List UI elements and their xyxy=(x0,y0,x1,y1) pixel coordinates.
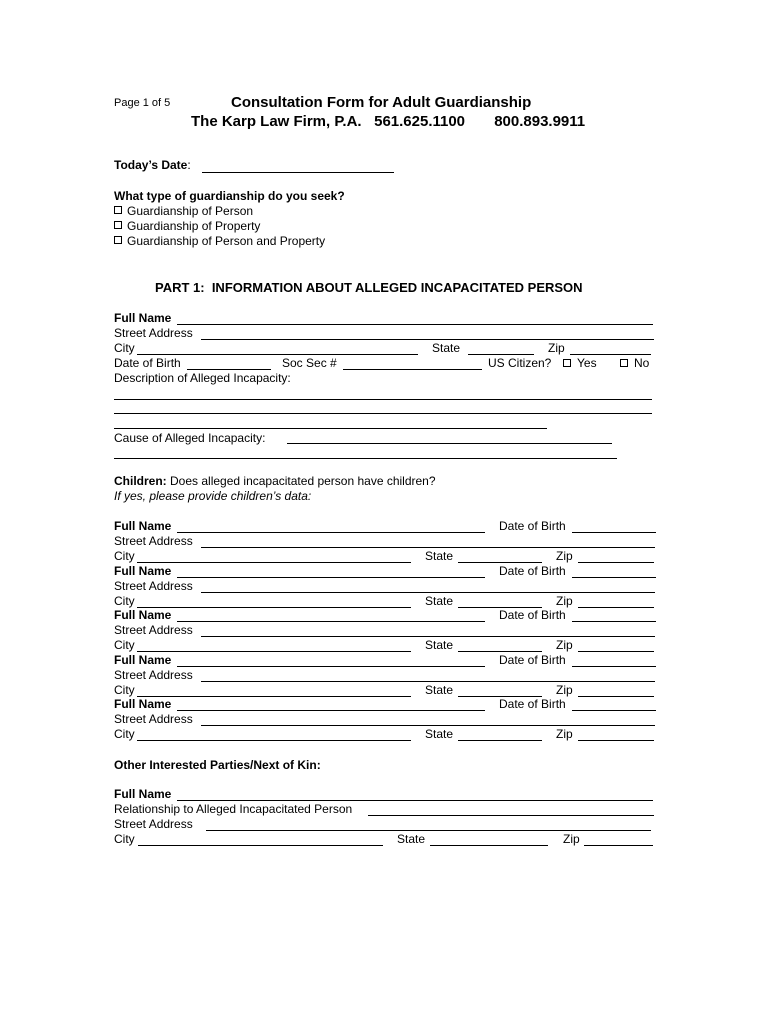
p1-no-label: No xyxy=(634,356,650,370)
child-2-dob-label: Date of Birth xyxy=(499,564,566,578)
child-4-dob-field[interactable] xyxy=(572,666,656,667)
page-indicator: Page 1 of 5 xyxy=(114,97,171,109)
child-2-state-label: State xyxy=(425,594,454,608)
part1-heading: PART 1: INFORMATION ABOUT ALLEGED INCAPACITATED PERSON xyxy=(155,280,583,295)
firm-line: The Karp Law Firm, P.A. 561.625.1100 800.893.9911 xyxy=(191,113,586,130)
child-1-zip-field[interactable] xyxy=(578,562,654,563)
others-state-label: State xyxy=(397,832,426,846)
p1-description-line-3[interactable] xyxy=(114,428,547,429)
others-state-field[interactable] xyxy=(430,845,548,846)
children-instruction: If yes, please provide children’s data: xyxy=(114,489,312,503)
checkbox-icon[interactable] xyxy=(114,221,122,229)
p1-cause-line-2[interactable] xyxy=(114,458,617,459)
others-heading: Other Interested Parties/Next of Kin: xyxy=(114,758,321,772)
p1-city-label: City xyxy=(114,341,135,355)
child-4-city-field[interactable] xyxy=(137,696,411,697)
p1-state-field[interactable] xyxy=(468,354,534,355)
p1-citizen-label: US Citizen? xyxy=(488,356,552,370)
children-question: Children: Does alleged incapacitated person have children? xyxy=(114,474,436,488)
p1-description-line-1[interactable] xyxy=(114,399,652,400)
p1-full-name-field[interactable] xyxy=(177,324,653,325)
child-2-full-name-field[interactable] xyxy=(177,577,485,578)
child-1-state-label: State xyxy=(425,549,454,563)
child-3-full-name-field[interactable] xyxy=(177,621,485,622)
others-zip-label: Zip xyxy=(563,832,580,846)
child-2-full-name-label: Full Name xyxy=(114,564,172,578)
child-4-street-label: Street Address xyxy=(114,668,193,682)
others-city-label: City xyxy=(114,832,135,846)
child-5-dob-field[interactable] xyxy=(572,710,656,711)
others-city-field[interactable] xyxy=(138,845,383,846)
child-2-city-field[interactable] xyxy=(137,607,411,608)
child-1-state-field[interactable] xyxy=(458,562,542,563)
child-3-street-label: Street Address xyxy=(114,623,193,637)
p1-zip-label: Zip xyxy=(548,341,565,355)
child-5-dob-label: Date of Birth xyxy=(499,697,566,711)
p1-cause-label: Cause of Alleged Incapacity: xyxy=(114,431,266,445)
child-5-street-field[interactable] xyxy=(201,725,655,726)
p1-state-label: State xyxy=(432,341,461,355)
p1-street-field[interactable] xyxy=(201,339,654,340)
p1-street-label: Street Address xyxy=(114,326,193,340)
child-1-city-field[interactable] xyxy=(137,562,411,563)
child-3-dob-field[interactable] xyxy=(572,621,656,622)
p1-description-label: Description of Alleged Incapacity: xyxy=(114,371,291,385)
child-3-city-field[interactable] xyxy=(137,651,411,652)
option-person-and-property[interactable]: Guardianship of Person and Property xyxy=(114,234,325,248)
todays-date-label: Today’s Date: xyxy=(114,158,191,172)
checkbox-icon[interactable] xyxy=(114,206,122,214)
p1-zip-field[interactable] xyxy=(570,354,651,355)
option-person[interactable]: Guardianship of Person xyxy=(114,204,253,218)
child-5-state-label: State xyxy=(425,727,454,741)
option-property[interactable]: Guardianship of Property xyxy=(114,219,260,233)
child-3-city-label: City xyxy=(114,638,135,652)
child-5-full-name-label: Full Name xyxy=(114,697,172,711)
citizen-yes-checkbox-icon[interactable] xyxy=(563,359,571,367)
child-5-zip-field[interactable] xyxy=(578,740,654,741)
child-2-zip-field[interactable] xyxy=(578,607,654,608)
child-3-zip-field[interactable] xyxy=(578,651,654,652)
child-4-full-name-field[interactable] xyxy=(177,666,485,667)
child-2-street-field[interactable] xyxy=(201,592,655,593)
p1-ssn-label: Soc Sec # xyxy=(282,356,337,370)
others-relationship-field[interactable] xyxy=(368,815,654,816)
child-1-zip-label: Zip xyxy=(556,549,573,563)
child-1-street-field[interactable] xyxy=(201,547,655,548)
child-2-street-label: Street Address xyxy=(114,579,193,593)
child-1-dob-label: Date of Birth xyxy=(499,519,566,533)
child-4-dob-label: Date of Birth xyxy=(499,653,566,667)
child-5-street-label: Street Address xyxy=(114,712,193,726)
p1-description-line-2[interactable] xyxy=(114,413,652,414)
others-street-label: Street Address xyxy=(114,817,193,831)
child-2-city-label: City xyxy=(114,594,135,608)
child-1-city-label: City xyxy=(114,549,135,563)
child-4-zip-label: Zip xyxy=(556,683,573,697)
p1-dob-field[interactable] xyxy=(187,369,271,370)
others-full-name-label: Full Name xyxy=(114,787,172,801)
child-5-city-field[interactable] xyxy=(137,740,411,741)
checkbox-icon[interactable] xyxy=(114,236,122,244)
child-4-zip-field[interactable] xyxy=(578,696,654,697)
p1-city-field[interactable] xyxy=(137,354,418,355)
child-4-street-field[interactable] xyxy=(201,681,655,682)
citizen-no-checkbox-icon[interactable] xyxy=(620,359,628,367)
child-2-dob-field[interactable] xyxy=(572,577,656,578)
child-1-full-name-field[interactable] xyxy=(177,532,485,533)
child-5-full-name-field[interactable] xyxy=(177,710,485,711)
child-2-zip-label: Zip xyxy=(556,594,573,608)
others-relationship-label: Relationship to Alleged Incapacitated Person xyxy=(114,802,353,816)
child-3-state-field[interactable] xyxy=(458,651,542,652)
p1-cause-field[interactable] xyxy=(287,443,612,444)
others-full-name-field[interactable] xyxy=(177,800,653,801)
p1-ssn-field[interactable] xyxy=(343,369,482,370)
child-5-zip-label: Zip xyxy=(556,727,573,741)
child-3-state-label: State xyxy=(425,638,454,652)
child-4-city-label: City xyxy=(114,683,135,697)
child-3-street-field[interactable] xyxy=(201,636,655,637)
child-5-city-label: City xyxy=(114,727,135,741)
child-4-state-label: State xyxy=(425,683,454,697)
child-5-state-field[interactable] xyxy=(458,740,542,741)
child-3-full-name-label: Full Name xyxy=(114,608,172,622)
form-title: Consultation Form for Adult Guardianship xyxy=(231,94,532,111)
p1-yes-label: Yes xyxy=(577,356,597,370)
todays-date-field[interactable] xyxy=(202,172,394,173)
child-1-dob-field[interactable] xyxy=(572,532,656,533)
child-3-zip-label: Zip xyxy=(556,638,573,652)
others-zip-field[interactable] xyxy=(584,845,653,846)
child-1-street-label: Street Address xyxy=(114,534,193,548)
guardianship-question: What type of guardianship do you seek? xyxy=(114,189,345,203)
child-1-full-name-label: Full Name xyxy=(114,519,172,533)
child-4-full-name-label: Full Name xyxy=(114,653,172,667)
child-3-dob-label: Date of Birth xyxy=(499,608,566,622)
p1-full-name-label: Full Name xyxy=(114,311,172,325)
others-street-field[interactable] xyxy=(206,830,651,831)
p1-dob-label: Date of Birth xyxy=(114,356,181,370)
